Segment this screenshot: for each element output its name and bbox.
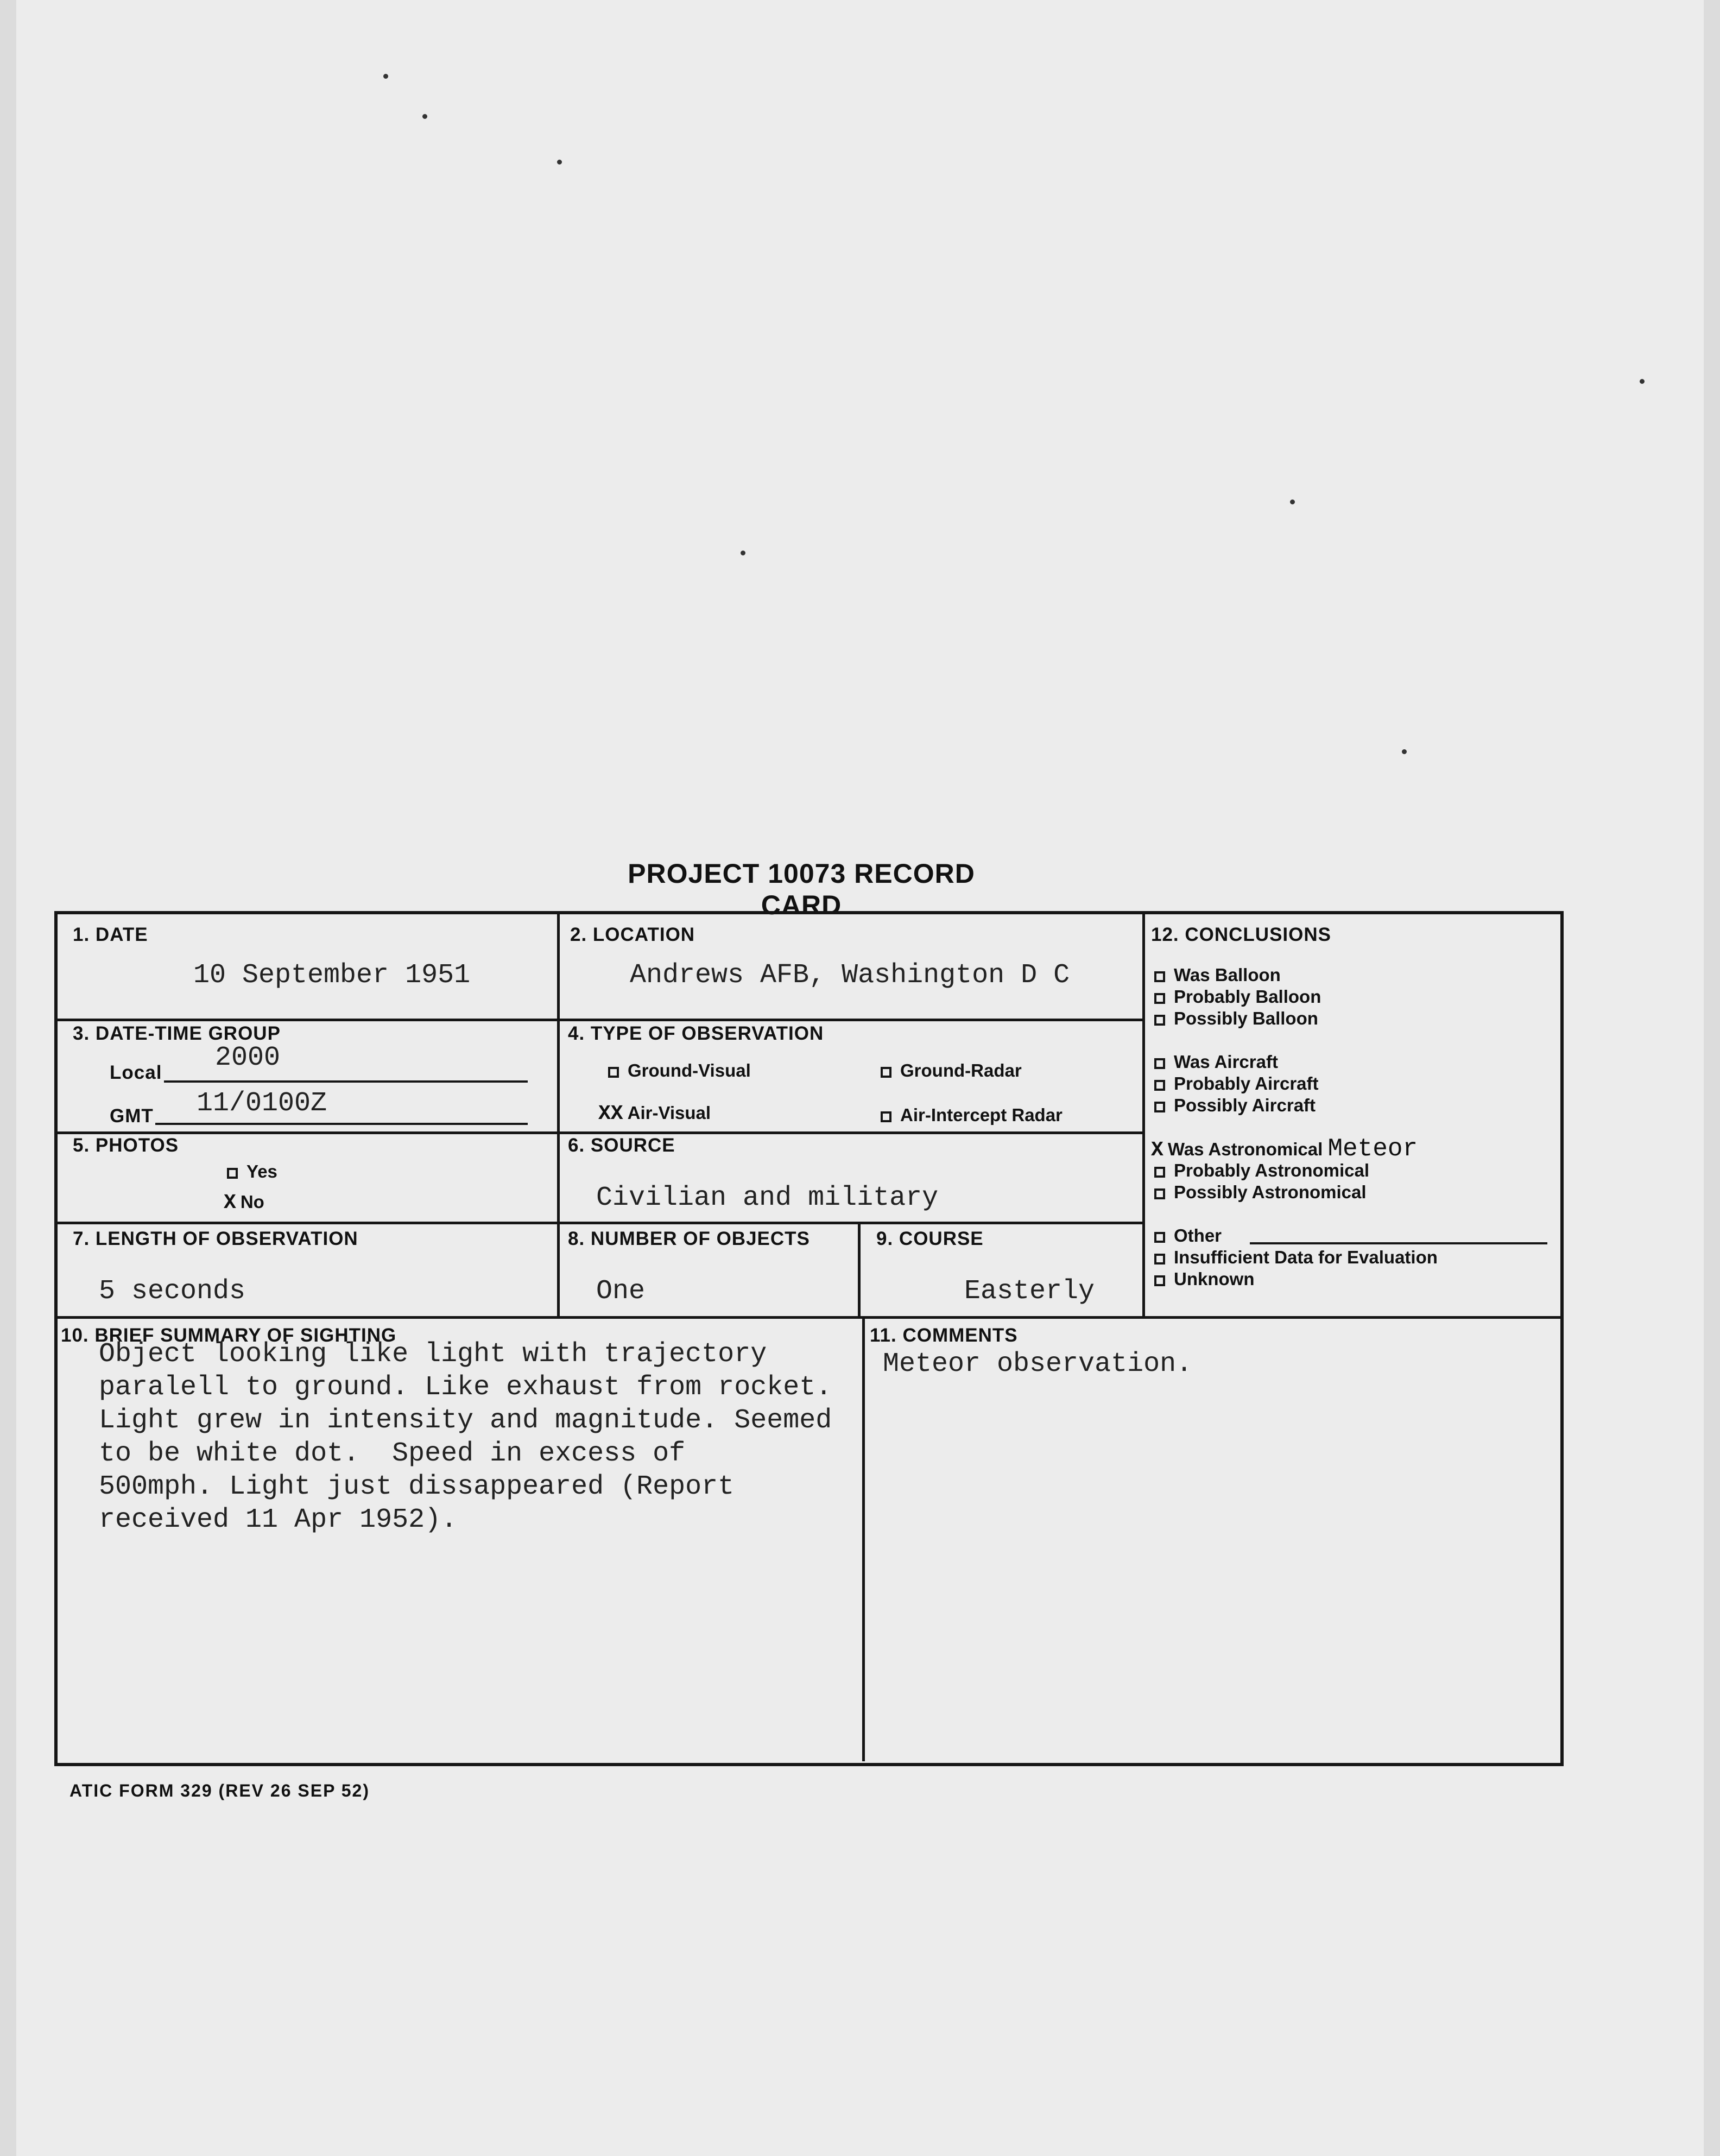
divider-row-4: [58, 1316, 1561, 1319]
checkbox-icon: [608, 1067, 619, 1078]
conclusion-other: Other: [1154, 1225, 1222, 1247]
dust-speck: [741, 551, 745, 555]
summary-text: [99, 1338, 832, 1537]
form-number: ATIC FORM 329 (REV 26 SEP 52): [69, 1781, 370, 1800]
dust-speck: [1640, 379, 1645, 384]
number-of-objects-value: One: [596, 1276, 646, 1307]
gmt-label: GMT: [110, 1105, 154, 1127]
divider-col-10-11: [862, 1316, 865, 1761]
conclusion-probably-aircraft: Probably Aircraft: [1154, 1073, 1319, 1095]
checked-mark-icon: XX: [598, 1102, 623, 1126]
dust-speck: [422, 114, 427, 119]
dust-speck: [383, 74, 388, 79]
photos-label: 5. PHOTOS: [73, 1135, 179, 1156]
checked-mark-icon: X: [224, 1191, 236, 1215]
divider-row-1: [58, 1019, 1143, 1021]
course-value: Easterly: [964, 1276, 1095, 1307]
length-of-observation-label: 7. LENGTH OF OBSERVATION: [73, 1228, 358, 1249]
summary-line: Object looking like light with trajectory: [99, 1339, 767, 1370]
course-label: 9. COURSE: [876, 1228, 984, 1249]
source-value: Civilian and military: [596, 1183, 939, 1213]
conclusion-possibly-astronomical: Possibly Astronomical: [1154, 1181, 1367, 1203]
local-value: 2000: [215, 1042, 281, 1073]
summary-label: 10. BRIEF SUMMARY OF SIGHTING: [61, 1325, 397, 1346]
checkbox-icon: [1154, 971, 1165, 982]
conclusion-was-astronomical: X Was Astronomical Meteor: [1151, 1135, 1418, 1163]
checkbox-icon: [1154, 1275, 1165, 1286]
divider-col-8-9: [858, 1222, 861, 1316]
divider-col-1: [557, 914, 560, 1316]
date-value: 10 September 1951: [193, 960, 471, 991]
checkbox-icon: [1154, 1188, 1165, 1199]
conclusion-probably-balloon: Probably Balloon: [1154, 986, 1321, 1008]
checkbox-icon: [1154, 1167, 1165, 1178]
conclusion-was-aircraft: Was Aircraft: [1154, 1051, 1278, 1073]
summary-line: 500mph. Light just dissappeared (Report: [99, 1471, 735, 1502]
option-photos-no: X No: [224, 1191, 264, 1215]
source-label: 6. SOURCE: [568, 1135, 675, 1156]
dust-speck: [1402, 749, 1407, 754]
right-scan-edge: [1704, 0, 1720, 2156]
record-card: [54, 911, 1564, 1766]
location-label: 2. LOCATION: [570, 924, 695, 945]
comments-value: Meteor observation.: [883, 1349, 1193, 1380]
conclusion-unknown: Unknown: [1154, 1268, 1254, 1290]
conclusion-possibly-balloon: Possibly Balloon: [1154, 1008, 1318, 1029]
summary-line: Light grew in intensity and magnitude. Seemed: [99, 1405, 832, 1436]
comments-label: 11. COMMENTS: [870, 1325, 1018, 1346]
summary-line: paralell to ground. Like exhaust from rocket.: [99, 1372, 832, 1403]
divider-col-conclusions: [1142, 914, 1145, 1317]
conclusions-label: 12. CONCLUSIONS: [1151, 924, 1331, 945]
dust-speck: [557, 160, 562, 165]
option-photos-yes: Yes: [227, 1161, 277, 1183]
location-value: Andrews AFB, Washington D C: [630, 960, 1070, 991]
dust-speck: [1290, 500, 1295, 504]
summary-line: to be white dot. Speed in excess of: [99, 1438, 686, 1469]
conclusion-was-balloon: Was Balloon: [1154, 964, 1281, 986]
divider-row-3: [58, 1222, 1143, 1224]
other-underline: [1250, 1242, 1547, 1244]
checkbox-icon: [1154, 1080, 1165, 1091]
length-of-observation-value: 5 seconds: [99, 1276, 246, 1307]
checkbox-icon: [1154, 1015, 1165, 1026]
conclusion-insufficient-data: Insufficient Data for Evaluation: [1154, 1247, 1438, 1268]
option-air-visual: XX Air-Visual: [598, 1102, 711, 1126]
conclusion-possibly-aircraft: Possibly Aircraft: [1154, 1095, 1316, 1116]
number-of-objects-label: 8. NUMBER OF OBJECTS: [568, 1228, 810, 1249]
conclusion-probably-astronomical: Probably Astronomical: [1154, 1160, 1369, 1181]
checkbox-icon: [881, 1067, 891, 1078]
type-of-observation-label: 4. TYPE OF OBSERVATION: [568, 1023, 824, 1044]
left-scan-edge: [0, 0, 16, 2156]
option-air-intercept-radar: Air-Intercept Radar: [881, 1104, 1063, 1126]
checkbox-icon: [1154, 993, 1165, 1004]
local-label: Local: [110, 1062, 162, 1083]
date-label: 1. DATE: [73, 924, 148, 945]
date-time-group-label: 3. DATE-TIME GROUP: [73, 1023, 281, 1044]
summary-line: received 11 Apr 1952).: [99, 1504, 458, 1535]
local-underline: [164, 1080, 528, 1083]
checkbox-icon: [1154, 1254, 1165, 1264]
checkbox-icon: [1154, 1102, 1165, 1112]
checkbox-icon: [227, 1168, 238, 1179]
checkbox-icon: [881, 1111, 891, 1122]
divider-row-2: [58, 1131, 1143, 1134]
gmt-underline: [155, 1123, 528, 1125]
checked-mark-icon: X: [1151, 1139, 1163, 1162]
gmt-value: 11/0100Z: [197, 1088, 327, 1119]
astronomical-note: Meteor: [1327, 1135, 1418, 1163]
checkbox-icon: [1154, 1232, 1165, 1243]
card-title: PROJECT 10073 RECORD CARD: [628, 858, 975, 920]
option-ground-visual: Ground-Visual: [608, 1060, 751, 1082]
checkbox-icon: [1154, 1058, 1165, 1069]
option-ground-radar: Ground-Radar: [881, 1060, 1022, 1082]
